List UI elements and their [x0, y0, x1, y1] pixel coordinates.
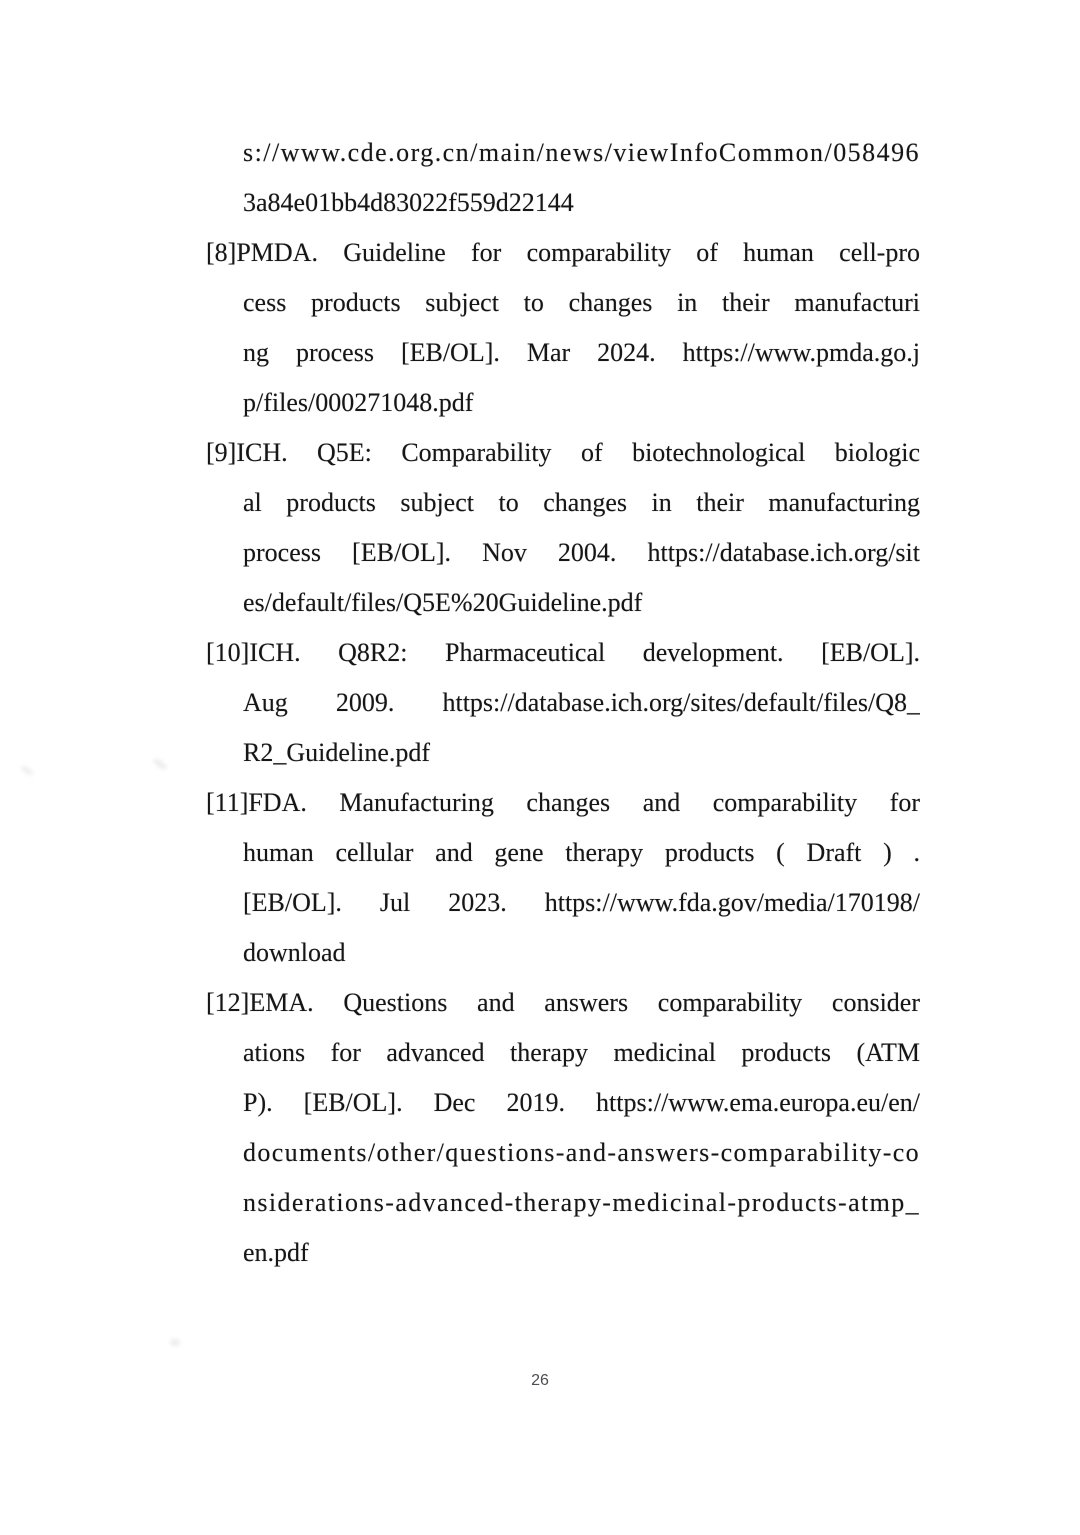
reference-line: Aug 2009. https://database.ich.org/sites/default/files/Q8_ [243, 688, 920, 717]
reference-line: [10]ICH. Q8R2: Pharmaceutical development. [EB/OL]. [206, 638, 920, 667]
reference-line: en.pdf [243, 1238, 309, 1267]
reference-line: cess products subject to changes in their manufacturi [243, 288, 920, 317]
reference-entry [206, 978, 920, 1278]
reference-line: 3a84e01bb4d83022f559d22144 [243, 188, 574, 217]
reference-line: download [243, 938, 346, 967]
reference-line: documents/other/questions-and-answers-comparability-co [243, 1138, 920, 1167]
reference-line: es/default/files/Q5E%20Guideline.pdf [243, 588, 643, 617]
reference-entry [206, 128, 920, 228]
reference-entry [206, 228, 920, 428]
reference-line: s://www.cde.org.cn/main/news/viewInfoCommon/058496 [243, 138, 920, 167]
reference-line: ations for advanced therapy medicinal products (ATM [243, 1038, 920, 1067]
reference-entry [206, 628, 920, 778]
reference-line: [9]ICH. Q5E: Comparability of biotechnological biologic [206, 438, 920, 467]
scan-smudge [152, 757, 169, 771]
reference-line: [8]PMDA. Guideline for comparability of human cell-pro [206, 238, 920, 267]
reference-line: R2_Guideline.pdf [243, 738, 431, 767]
reference-entry [206, 778, 920, 978]
reference-line: al products subject to changes in their manufacturing [243, 488, 920, 517]
scan-smudge [20, 764, 34, 776]
reference-line: nsiderations-advanced-therapy-medicinal-products-atmp_ [243, 1188, 920, 1217]
reference-line: P). [EB/OL]. Dec 2019. https://www.ema.europa.eu/en/ [243, 1088, 920, 1117]
reference-line: [11]FDA. Manufacturing changes and comparability for [206, 788, 920, 817]
reference-entry [206, 428, 920, 628]
reference-line: p/files/000271048.pdf [243, 388, 474, 417]
reference-line: human cellular and gene therapy products ( Draft ) . [243, 838, 920, 867]
reference-line: [12]EMA. Questions and answers comparability consider [206, 988, 920, 1017]
references-list [206, 128, 920, 1278]
reference-line: ng process [EB/OL]. Mar 2024. https://www.pmda.go.j [243, 338, 920, 367]
reference-line: [EB/OL]. Jul 2023. https://www.fda.gov/media/170198/ [243, 888, 920, 917]
reference-line: process [EB/OL]. Nov 2004. https://database.ich.org/sit [243, 538, 920, 567]
page-number: 26 [531, 1372, 549, 1389]
scan-smudge [170, 1339, 180, 1346]
